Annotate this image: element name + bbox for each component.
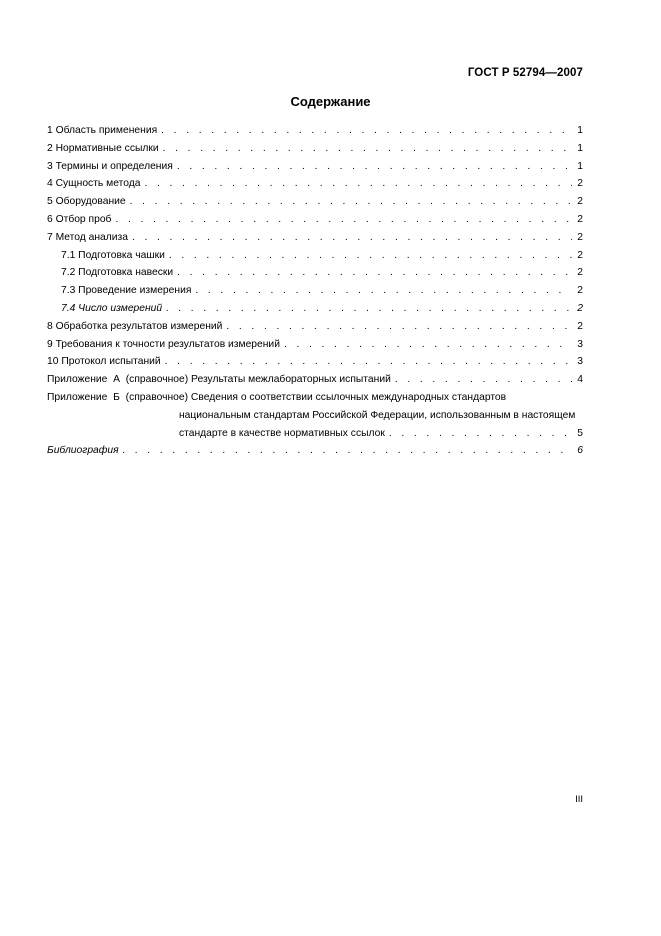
appendix-title-line-1: Сведения о соответствии ссылочных международных стандартов: [190, 391, 507, 403]
appendix-title-line-3-row: [179, 425, 583, 443]
toc-entry-10[interactable]: [47, 353, 583, 371]
appendix-word: Приложение: [47, 391, 108, 403]
toc-entry-8[interactable]: [47, 318, 583, 336]
appendix-letter: Б: [113, 391, 120, 403]
dot-leader: [165, 353, 572, 371]
standard-code: ГОСТ Р 52794—2007: [467, 67, 583, 79]
toc-entry-label: 7.3 Проведение измерения: [61, 285, 192, 297]
toc-entry-label: 7.4 Число измерений: [61, 302, 163, 314]
toc-entry-page: 2: [577, 320, 583, 332]
toc-entry-label: 3 Термины и определения: [47, 160, 173, 172]
toc-entry-page: 6: [577, 445, 583, 457]
toc-entry-7-2[interactable]: [47, 264, 583, 282]
dot-leader: [163, 140, 572, 158]
dot-leader: [284, 336, 572, 354]
appendix-title-line-3: стандарте в качестве нормативных ссылок: [179, 427, 385, 439]
toc-entry-label: 2 Нормативные ссылки: [47, 142, 159, 154]
toc-entry-label: 10 Протокол испытаний: [47, 356, 161, 368]
appendix-b-continuation: [47, 407, 583, 443]
toc-entry-label: 8 Обработка результатов измерений: [47, 320, 223, 332]
toc-entry-page: 2: [577, 285, 583, 297]
dot-leader: [123, 442, 572, 460]
toc-entry-6[interactable]: [47, 211, 583, 229]
toc-entry-appendix-a[interactable]: [47, 371, 583, 389]
appendix-title: Результаты межлабораторных испытаний: [191, 374, 391, 386]
appendix-letter: А: [113, 374, 121, 386]
appendix-word: Приложение: [47, 374, 108, 386]
toc-entry-label: 7.1 Подготовка чашки: [61, 249, 165, 261]
toc-entry-9[interactable]: [47, 336, 583, 354]
appendix-kind: (справочное): [125, 374, 189, 386]
toc-entry-page: 1: [577, 160, 583, 172]
toc-entry-page: 2: [577, 267, 583, 279]
toc-entry-page: 2: [577, 196, 583, 208]
dot-leader: [132, 229, 572, 247]
toc-entry-label: 7 Метод анализа: [47, 231, 128, 243]
toc-entry-4[interactable]: [47, 175, 583, 193]
toc-entry-7-1[interactable]: [47, 247, 583, 265]
dot-leader: [166, 300, 572, 318]
toc-entry-label: 4 Сущность метода: [47, 178, 141, 190]
dot-leader: [115, 211, 572, 229]
dot-leader: [226, 318, 572, 336]
toc-entry-7[interactable]: [47, 229, 583, 247]
toc-entry-appendix-b[interactable]: [47, 389, 583, 442]
toc-entry-bibliography[interactable]: [47, 442, 583, 460]
dot-leader: [169, 247, 572, 265]
dot-leader: [130, 193, 572, 211]
toc-entry-3[interactable]: [47, 158, 583, 176]
toc-entry-7-4[interactable]: [47, 300, 583, 318]
toc-entry-page: 4: [577, 374, 583, 386]
dot-leader: [161, 122, 572, 140]
dot-leader: [177, 158, 572, 176]
toc-entry-page: 2: [577, 249, 583, 261]
toc-entry-label: 1 Область применения: [47, 125, 158, 136]
toc-entry-1[interactable]: [47, 122, 583, 140]
page-number: III: [575, 794, 583, 805]
toc-entry-page: 2: [577, 231, 583, 243]
appendix-title-line-2: национальным стандартам Российской Федерации, использованным в настоящем: [179, 409, 576, 421]
toc-entry-page: 5: [577, 427, 583, 439]
dot-leader: [395, 371, 572, 389]
appendix-b-heading: [47, 389, 583, 407]
toc-entry-label: 9 Требования к точности результатов измерений: [47, 338, 280, 350]
dot-leader: [177, 264, 572, 282]
toc-entry-page: 3: [577, 338, 583, 350]
toc-entry-5[interactable]: [47, 193, 583, 211]
toc-entry-page: 1: [577, 125, 583, 136]
toc-entry-2[interactable]: [47, 140, 583, 158]
dot-leader: [389, 425, 572, 443]
toc-entry-page: 2: [577, 302, 583, 314]
toc-entry-page: 2: [577, 213, 583, 225]
toc-entry-label: 6 Отбор проб: [47, 213, 112, 225]
dot-leader: [195, 282, 572, 300]
toc-entry-label: 5 Оборудование: [47, 196, 126, 208]
toc-entry-page: 1: [577, 142, 583, 154]
appendix-kind: (справочное): [125, 391, 189, 403]
table-of-contents: [47, 122, 583, 460]
toc-entry-page: 2: [577, 178, 583, 190]
appendix-a-heading: [47, 371, 391, 389]
toc-entry-label: Библиография: [47, 445, 119, 457]
toc-entry-7-3[interactable]: [47, 282, 583, 300]
dot-leader: [144, 175, 572, 193]
toc-entry-label: 7.2 Подготовка навески: [61, 267, 174, 279]
toc-entry-page: 3: [577, 356, 583, 368]
page-title: Содержание: [290, 94, 371, 109]
